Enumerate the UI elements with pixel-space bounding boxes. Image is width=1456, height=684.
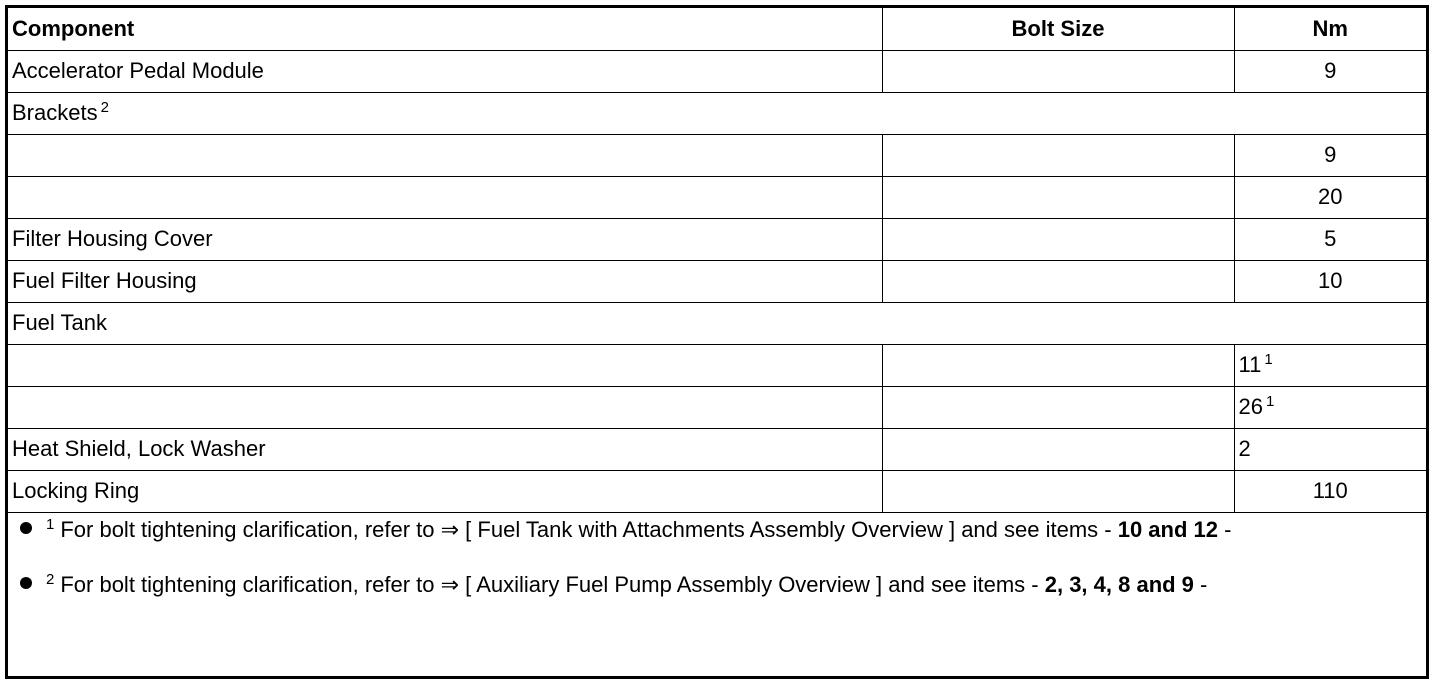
footnote-marker: 1: [46, 516, 55, 533]
row-bolt-size: [882, 428, 1234, 470]
row-component: Locking Ring: [8, 470, 882, 512]
header-bolt-size: Bolt Size: [882, 8, 1234, 50]
bullet-icon: [20, 522, 32, 534]
footnote-tail: -: [1218, 517, 1232, 542]
row-nm: 2: [1234, 428, 1426, 470]
row-nm: [1234, 344, 1426, 386]
table-row: [8, 176, 1426, 218]
row-bolt-size: [882, 386, 1234, 428]
row-component: [8, 344, 882, 386]
row-nm: 9: [1234, 50, 1426, 92]
table-row: [8, 260, 1426, 302]
row-nm: 9: [1234, 134, 1426, 176]
row-component: [8, 134, 882, 176]
row-bolt-size: [882, 344, 1234, 386]
nm-value: 11: [1238, 352, 1262, 377]
section-label: Fuel Tank: [8, 302, 1426, 344]
row-nm: 110: [1234, 470, 1426, 512]
torque-table: [8, 8, 1426, 513]
footnote-ref: 1: [1264, 351, 1273, 368]
row-bolt-size: [882, 50, 1234, 92]
table-section-row: [8, 92, 1426, 134]
row-bolt-size: [882, 134, 1234, 176]
header-nm: Nm: [1234, 8, 1426, 50]
header-component: Component: [8, 8, 882, 50]
table-row: [8, 344, 1426, 386]
footnotes: [20, 516, 1231, 626]
nm-value: 26: [1238, 394, 1263, 419]
row-bolt-size: [882, 260, 1234, 302]
row-nm: 10: [1234, 260, 1426, 302]
row-component: Filter Housing Cover: [8, 218, 882, 260]
row-component: Heat Shield, Lock Washer: [8, 428, 882, 470]
row-bolt-size: [882, 176, 1234, 218]
row-component: [8, 386, 882, 428]
bullet-icon: [20, 577, 32, 589]
footnote-text: For bolt tightening clarification, refer to ⇒ [ Auxiliary Fuel Pump Assembly Overview ] and see items -: [60, 572, 1045, 597]
footnote-marker: 2: [46, 571, 55, 588]
table-row: [8, 428, 1426, 470]
row-nm: [1234, 386, 1426, 428]
table-row: [8, 218, 1426, 260]
table-section-row: [8, 302, 1426, 344]
footnote-tail: -: [1193, 572, 1208, 597]
row-nm: 20: [1234, 176, 1426, 218]
row-bolt-size: [882, 470, 1234, 512]
footnote-text: For bolt tightening clarification, refer to ⇒ [ Fuel Tank with Attachments Assembly Overview ] and see items -: [60, 517, 1118, 542]
header-row: [8, 8, 1426, 50]
row-component: [8, 176, 882, 218]
row-component: Fuel Filter Housing: [8, 260, 882, 302]
footnote-ref: 2: [100, 99, 109, 116]
row-nm: 5: [1234, 218, 1426, 260]
section-label-text: Brackets: [12, 100, 98, 125]
table-row: [8, 386, 1426, 428]
table-row: [8, 134, 1426, 176]
footnote: [20, 571, 1231, 626]
footnote-items: 2, 3, 4, 8 and 9: [1044, 572, 1194, 597]
table-row: [8, 470, 1426, 512]
table-row: [8, 50, 1426, 92]
row-component: Accelerator Pedal Module: [8, 50, 882, 92]
footnote: [20, 516, 1231, 571]
footnote-ref: 1: [1265, 393, 1275, 410]
section-label: [8, 92, 1426, 134]
row-bolt-size: [882, 218, 1234, 260]
footnote-items: 10 and 12: [1117, 517, 1218, 542]
